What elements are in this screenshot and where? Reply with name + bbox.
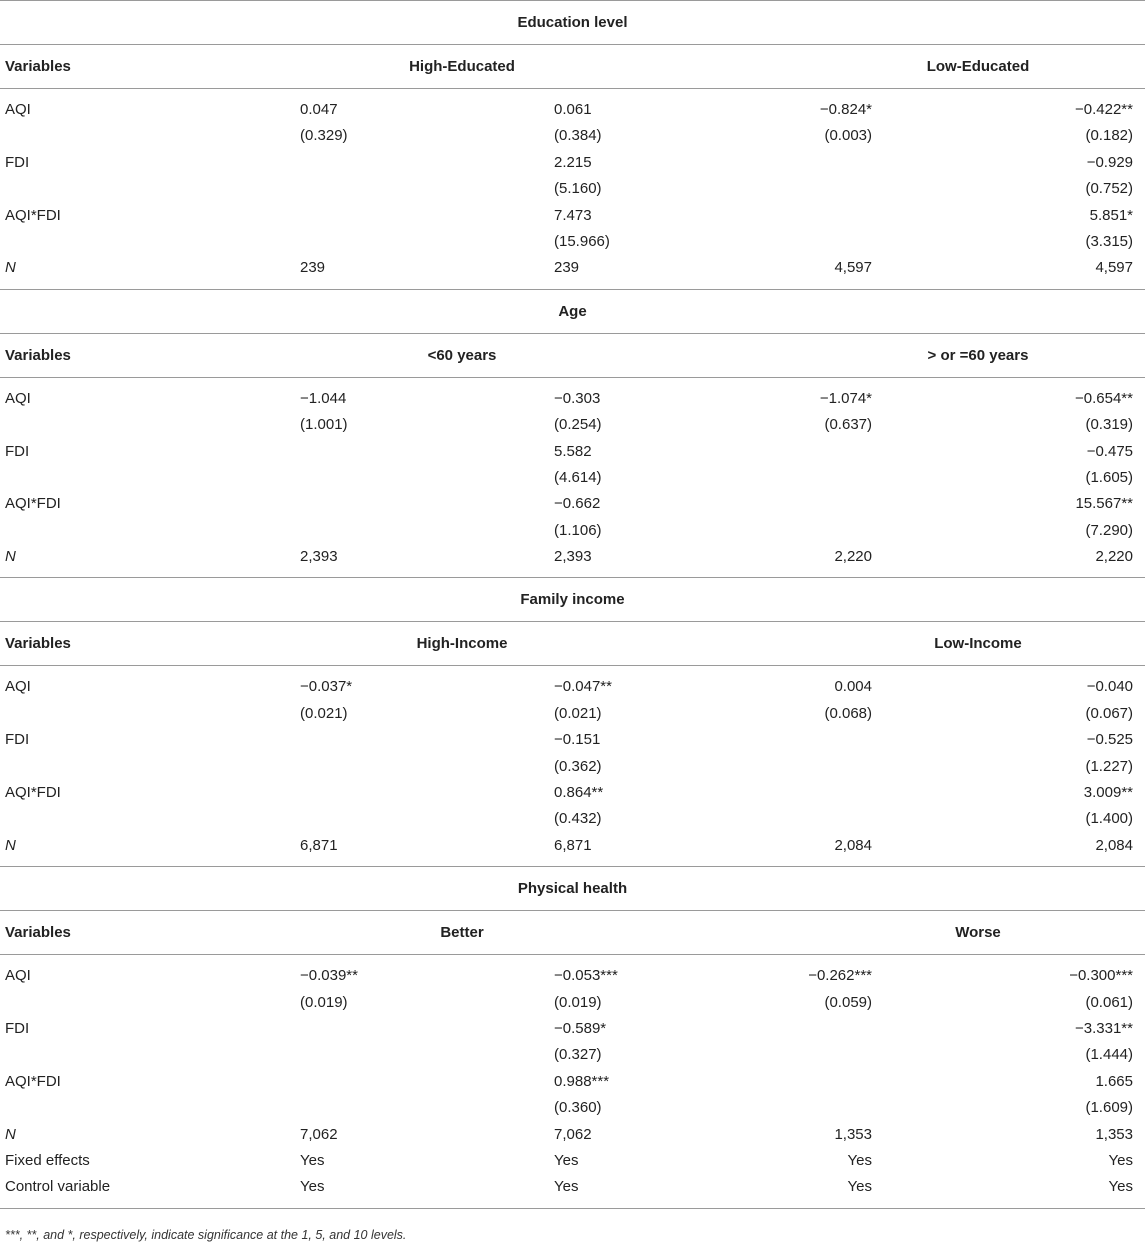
cell-c4: (0.067): [1085, 704, 1133, 722]
row-label: AQI: [5, 678, 31, 696]
table-row: [0, 412, 1145, 438]
cell-c2: 6,871: [554, 836, 592, 854]
cell-c3: (0.637): [824, 416, 872, 434]
table-row: [0, 97, 1145, 123]
cell-c4: (7.290): [1085, 521, 1133, 539]
table-row: [0, 1122, 1145, 1148]
cell-c2: (0.021): [554, 704, 602, 722]
cell-c2: −0.053***: [554, 967, 618, 985]
cell-c4: (3.315): [1085, 232, 1133, 250]
table-row: [0, 1174, 1145, 1200]
table-row: [0, 150, 1145, 176]
cell-c2: −0.151: [554, 731, 601, 749]
table-row: [0, 255, 1145, 281]
section-title: Family income: [520, 591, 625, 609]
group1-header: High-Educated: [409, 58, 515, 75]
cell-c2: (4.614): [554, 468, 602, 486]
cell-c2: 0.061: [554, 101, 592, 118]
cell-c2: Yes: [554, 1151, 579, 1169]
group1-header: High-Income: [416, 635, 508, 653]
cell-c1: (0.021): [300, 704, 348, 722]
variables-header: Variables: [5, 58, 71, 75]
cell-c4: (0.752): [1085, 180, 1133, 198]
section-body: [0, 378, 1145, 578]
section-body: [0, 666, 1145, 866]
cell-c2: (0.432): [554, 810, 602, 828]
cell-c4: 1.665: [1095, 1072, 1133, 1090]
cell-c3: −0.824*: [819, 101, 872, 118]
cell-c1: (0.329): [300, 127, 348, 145]
table-row: [0, 1016, 1145, 1042]
table-row: [0, 229, 1145, 255]
cell-c4: (1.605): [1085, 468, 1133, 486]
cell-c4: 5.851*: [1089, 206, 1133, 224]
table-footnote: ***, **, and *, respectively, indicate significance at the 1, 5, and 10 levels.: [5, 1228, 407, 1242]
section-header-row: [0, 622, 1145, 665]
cell-c2: (0.362): [554, 757, 602, 775]
cell-c4: (0.319): [1085, 416, 1133, 434]
cell-c2: (0.384): [554, 127, 602, 145]
cell-c3: Yes: [847, 1151, 872, 1169]
table-row: [0, 674, 1145, 700]
cell-c2: Yes: [554, 1178, 579, 1196]
cell-c3: 1,353: [834, 1125, 872, 1143]
cell-c2: 5.582: [554, 442, 592, 460]
table-row: [0, 1042, 1145, 1068]
cell-c2: (5.160): [554, 180, 602, 198]
cell-c1: Yes: [300, 1151, 325, 1169]
table-row: [0, 518, 1145, 544]
cell-c2: 0.864**: [554, 784, 604, 802]
table-row: [0, 754, 1145, 780]
row-label: FDI: [5, 731, 30, 749]
table-row: [0, 123, 1145, 149]
table-row: [0, 439, 1145, 465]
table-row: [0, 1069, 1145, 1095]
variables-header: Variables: [5, 635, 71, 653]
table-row: [0, 544, 1145, 570]
group2-header: Low-Educated: [926, 58, 1030, 75]
cell-c4: −0.929: [1086, 153, 1133, 171]
section-title: Physical health: [517, 880, 628, 898]
cell-c2: −0.047**: [554, 678, 612, 696]
cell-c3: 2,220: [834, 548, 872, 566]
row-label: FDI: [5, 153, 30, 171]
row-label: AQI*FDI: [5, 206, 61, 224]
cell-c4: 1,353: [1095, 1125, 1133, 1143]
section-header-row: [0, 911, 1145, 954]
table-row: [0, 833, 1145, 859]
cell-c1: 0.047: [300, 101, 338, 118]
section-title: Age: [558, 302, 587, 320]
group2-header: > or =60 years: [927, 346, 1029, 364]
cell-c4: (1.227): [1085, 757, 1133, 775]
group2-header: Worse: [955, 924, 1001, 942]
table-row: [0, 806, 1145, 832]
row-label: N: [5, 1125, 16, 1143]
cell-c2: (0.254): [554, 416, 602, 434]
cell-c4: (1.400): [1085, 810, 1133, 828]
cell-c1: (1.001): [300, 416, 348, 434]
cell-c1: −0.039**: [300, 967, 358, 985]
row-label: AQI*FDI: [5, 784, 61, 802]
table-row: [0, 727, 1145, 753]
cell-c3: 4,597: [834, 259, 872, 277]
table-bottom-rule: [0, 1208, 1145, 1209]
cell-c4: 3.009**: [1083, 784, 1133, 802]
cell-c3: −1.074*: [819, 389, 872, 407]
row-label: FDI: [5, 1019, 30, 1037]
section-title: Education level: [517, 14, 628, 31]
row-label: N: [5, 548, 16, 566]
cell-c4: −3.331**: [1075, 1019, 1133, 1037]
cell-c3: −0.262***: [808, 967, 872, 985]
cell-c3: (0.068): [824, 704, 872, 722]
section-body: [0, 955, 1145, 1208]
cell-c2: −0.589*: [554, 1019, 607, 1037]
cell-c3: 0.004: [834, 678, 872, 696]
section-body: [0, 89, 1145, 289]
cell-c2: (15.966): [554, 232, 610, 250]
cell-c1: 2,393: [300, 548, 338, 566]
table-row: [0, 386, 1145, 412]
cell-c2: (1.106): [554, 521, 602, 539]
table-row: [0, 203, 1145, 229]
row-label: AQI: [5, 101, 31, 118]
cell-c4: 4,597: [1095, 259, 1133, 277]
cell-c4: −0.040: [1086, 678, 1133, 696]
cell-c1: Yes: [300, 1178, 325, 1196]
cell-c2: 7.473: [554, 206, 592, 224]
cell-c4: (0.061): [1085, 993, 1133, 1011]
cell-c2: 2,393: [554, 548, 592, 566]
cell-c4: Yes: [1108, 1178, 1133, 1196]
cell-c2: 239: [554, 259, 580, 277]
group1-header: Better: [440, 924, 484, 942]
cell-c2: 2.215: [554, 153, 592, 171]
cell-c4: −0.654**: [1075, 389, 1133, 407]
row-label: AQI*FDI: [5, 1072, 61, 1090]
cell-c4: (1.444): [1085, 1046, 1133, 1064]
cell-c1: 6,871: [300, 836, 338, 854]
cell-c3: 2,084: [834, 836, 872, 854]
table-row: [0, 990, 1145, 1016]
cell-c2: (0.327): [554, 1046, 602, 1064]
cell-c4: −0.422**: [1075, 101, 1133, 118]
cell-c4: 15.567**: [1075, 495, 1133, 513]
group2-header: Low-Income: [934, 635, 1022, 653]
row-label: FDI: [5, 442, 30, 460]
table-row: [0, 1095, 1145, 1121]
row-label: N: [5, 259, 16, 277]
cell-c1: 7,062: [300, 1125, 338, 1143]
row-label: AQI: [5, 389, 31, 407]
cell-c4: (1.609): [1085, 1099, 1133, 1117]
cell-c3: (0.003): [824, 127, 872, 145]
cell-c4: −0.300***: [1069, 967, 1133, 985]
table-row: [0, 176, 1145, 202]
cell-c4: −0.525: [1086, 731, 1133, 749]
cell-c2: −0.303: [554, 389, 601, 407]
cell-c4: −0.475: [1086, 442, 1133, 460]
table-row: [0, 780, 1145, 806]
table-row: [0, 963, 1145, 989]
section-header-row: [0, 334, 1145, 377]
cell-c2: 7,062: [554, 1125, 592, 1143]
row-label: N: [5, 836, 16, 854]
table-row: [0, 491, 1145, 517]
table-row: [0, 1148, 1145, 1174]
row-label: AQI: [5, 967, 31, 985]
cell-c4: 2,220: [1095, 548, 1133, 566]
cell-c4: Yes: [1108, 1151, 1133, 1169]
variables-header: Variables: [5, 924, 71, 942]
variables-header: Variables: [5, 346, 71, 364]
table-row: [0, 701, 1145, 727]
row-label: AQI*FDI: [5, 495, 61, 513]
cell-c4: 2,084: [1095, 836, 1133, 854]
cell-c1: −1.044: [300, 389, 347, 407]
cell-c1: (0.019): [300, 993, 348, 1011]
cell-c1: 239: [300, 259, 326, 277]
table-row: [0, 465, 1145, 491]
row-label: Control variable: [5, 1178, 111, 1196]
cell-c1: −0.037*: [300, 678, 353, 696]
section-header-row: [0, 45, 1145, 88]
cell-c3: (0.059): [824, 993, 872, 1011]
cell-c2: (0.360): [554, 1099, 602, 1117]
cell-c2: 0.988***: [554, 1072, 610, 1090]
group1-header: <60 years: [427, 346, 497, 364]
cell-c2: −0.662: [554, 495, 601, 513]
cell-c4: (0.182): [1085, 127, 1133, 145]
row-label: Fixed effects: [5, 1151, 90, 1169]
cell-c3: Yes: [847, 1178, 872, 1196]
cell-c2: (0.019): [554, 993, 602, 1011]
